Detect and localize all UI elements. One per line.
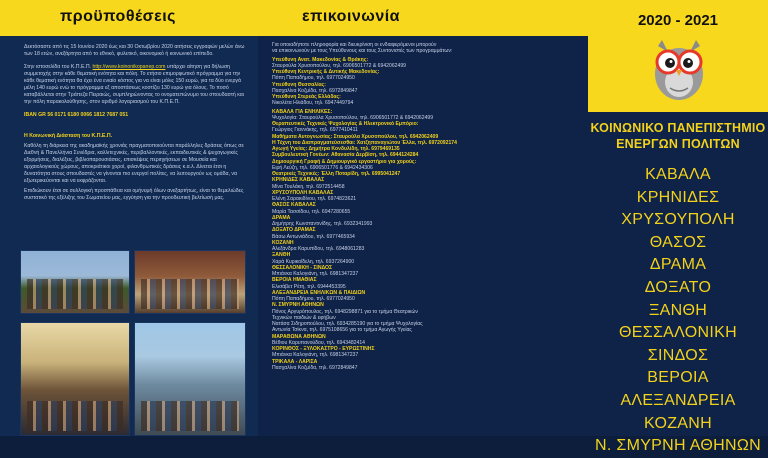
contact-line: Νικολέτα Ηλιάδου, τηλ. 6947449794 bbox=[272, 100, 354, 107]
contact-heading: Δημιουργική Γραφή & Δημιουργικό εργαστήριο για χορούς: bbox=[272, 158, 417, 165]
contact-line: Πόνος Αργυρόπουλος, τηλ. 6948298871 για το τμήμα Θεατρικών bbox=[272, 308, 418, 315]
contact-line: Βέθιου Καρυπανούδου, τηλ. 6943482414 bbox=[272, 339, 366, 346]
contact-line: Μπιάνκα Καλογιάνη, τηλ. 6981347237 bbox=[272, 271, 359, 277]
collective-effort-paragraph: Επιδιώκουν έτσι σε συλλογική προσπάθεια και ομήνυμή όλων ανεξαρτήτως, είναι το θεμελιώδες συστατικό της εξέλιξης του Σωματείου μας, εγγύηση για την προοδευτική βελτίωσή μας. bbox=[24, 188, 244, 201]
enrollment-paragraph: Δεκτόσαστε από τις 15 Ιουνίου 2020 έως και 30 Οκτωβρίου 2020 αιτήσεις εγγραφών μελών άνω των 18 ετών, ανεξάρτητα από το εθνικό, φυλετικό, οικονομικό ή κοινωνικό επίπεδο. bbox=[24, 44, 245, 57]
city-name: ΔΟΞΑΤΟ bbox=[644, 278, 712, 296]
contact-heading: ΜΑΡΑΘΩΝΑ ΑΘΗΝΩΝ bbox=[272, 333, 326, 340]
contact-heading: Θεραπευτικές Τεχνικές Ψυχολογίας & Ηλεκτρονικό Εμπόριο: bbox=[272, 121, 419, 127]
contact-line: να επικοινωνούν με τους Υπεύθυνους και τους Συντονιστές των προγραμμάτων: bbox=[272, 48, 453, 55]
excursion-group-photo bbox=[134, 322, 246, 436]
city-name: ΘΑΣΟΣ bbox=[649, 233, 707, 251]
contact-heading: Υπεύθυνη Θεσσαλίας: bbox=[272, 81, 326, 88]
website-link[interactable]: http://www.koinonikopanep.com bbox=[92, 64, 166, 70]
castle-group-photo bbox=[20, 250, 130, 314]
contact-line: Χαρά Κυρικοΐδελη, τηλ. 6937264900 bbox=[272, 258, 355, 265]
city-name: ΔΡΑΜΑ bbox=[649, 256, 707, 274]
requirements-heading: προϋποθέσεις bbox=[60, 8, 176, 25]
contact-line: Δημήτρης Κωνσταντινίδης, τηλ. 6932341993 bbox=[272, 221, 373, 227]
contact-line: Πόπη Παπαδήμου, τηλ. 6977024950 bbox=[272, 75, 355, 82]
university-name-line2: ΕΝΕΡΓΩΝ ΠΟΛΙΤΩΝ bbox=[616, 137, 740, 151]
city-name: ΘΕΣΣΑΛΟΝΙΚΗ bbox=[619, 324, 737, 342]
contact-heading: ΒΕΡΟΙΑ ΗΜΑΘΙΑΣ bbox=[272, 277, 317, 284]
contact-heading: ΘΕΣΣΑΛΟΝΙΚΗ - ΣΙΝΔΟΣ bbox=[272, 264, 333, 271]
contact-heading: ΔΡΑΜΑ bbox=[272, 214, 291, 221]
contact-line: Μαρία Τασσίδου, τηλ. 6947280655 bbox=[272, 208, 351, 215]
contact-heading: επικοινωνία bbox=[302, 8, 400, 25]
contact-heading: ΑΛΕΞΑΝΔΡΕΙΑ ΕΝΗΛΙΚΩΝ & ΠΑΙΔΙΩΝ bbox=[272, 289, 366, 296]
contact-heading: Υπεύθυνη Κεντρικής & Δυτικής Μακεδονίας: bbox=[272, 69, 380, 75]
contacts-column bbox=[258, 36, 588, 436]
contact-line: Πασχαλίνα Κοζμίδα, τηλ. 6972849847 bbox=[272, 364, 358, 371]
contact-heading: ΞΑΝΘΗ bbox=[272, 252, 291, 259]
contact-heading: ΚΟΡΙΝΘΟΣ - ΞΥΛΟΚΑΣΤΡΟ - ΕΥΡΩΣΤΙΝΗΣ bbox=[272, 346, 375, 352]
contact-list bbox=[272, 42, 578, 371]
contact-heading: Μαθήματα Αυτογνωσίας: Σταυρούλα Χρυσοπούλου, τηλ. 6942062409 bbox=[272, 133, 439, 140]
outdoor-group-photo bbox=[20, 322, 130, 436]
contact-heading: ΘΑΣΟΣ ΚΑΒΑΛΑΣ bbox=[272, 202, 316, 209]
city-name: ΞΑΝΘΗ bbox=[648, 301, 708, 319]
contact-line: Βάσω Αντωνιάδου, τηλ. 6977465934 bbox=[272, 233, 355, 240]
contact-heading: Θεατρικές Τεχνικές: Έλλη Ποταρίδη, τηλ. 6995041247 bbox=[272, 171, 401, 177]
contact-line: Γεώργιος Γιαννάκης, τηλ. 6977410411 bbox=[272, 127, 358, 134]
city-name: ΚΟΖΑΝΗ bbox=[644, 414, 712, 432]
social-dimension-heading: Η Κοινωνική Διάσταση του Κ.Π.Ε.Π. bbox=[24, 133, 113, 139]
city-name: Ν. ΣΜΥΡΝΗ ΑΘΗΝΩΝ bbox=[595, 437, 761, 455]
iban-text: IBAN GR 56 0171 6180 0066 1812 7687 051 bbox=[24, 112, 129, 118]
indoor-group-photo bbox=[134, 250, 246, 314]
contact-heading: Συμβουλευτική Γονέων: Αθανασία Δερβίση, τηλ. 6944124284 bbox=[272, 152, 419, 159]
contact-heading: ΔΟΞΑΤΟ ΔΡΑΜΑΣ bbox=[272, 227, 316, 234]
contact-heading: Η Τέχνη του Διαπραγματεύσεσθαι: Χατζηπαναγιώτου Έλλα, τηλ. 6972092174 bbox=[272, 139, 457, 146]
contact-line: Αντωνία Τσίκνα, τηλ. 6975108656 για το τμήμα Αγωγής Υγείας bbox=[272, 327, 412, 334]
university-name-line1: ΚΟΙΝΩΝΙΚΟ ΠΑΝΕΠΙΣΤΗΜΙΟ bbox=[590, 121, 766, 135]
contact-line: Νατάσα Σιδηροπούλου, τηλ. 6934285190 για το τμήμα Ψυχολογίας bbox=[272, 321, 423, 327]
contact-line: Μπιάνκα Καλογιάνη, τηλ. 6981347237 bbox=[272, 352, 359, 359]
contact-line: Για οποιαδήποτε πληροφορία και διευκρίνιση οι ενδιαφερόμενοι μπορούν bbox=[272, 42, 437, 48]
contact-line: Τεχνικών παιδιών & εφήβων bbox=[272, 314, 336, 321]
fee-text: υπάρχει αίτηση για δήλωση συμμετοχής στην κάθε θεματική ενότητα και πόλη. Το ετήσιο επιμορφωτικό πρόγραμμα για την κάθε θεματική ενότητα θα έχει ένα ενιαίο κόστος για να είναι μόλις 150 ευρώ, για τα δύο ενεργά μέλη 140 ευρώ ενώ το πρόγραμμα εξ αποστάσεως κοστίζει 130 ευρώ για όλους. Το ποσό καταβάλλεται στην Τράπεζα Πειραιώς, συμπληρώνοντας το ονοματεπώνυμο του σπουδαστή και την πόλη παρακολούθησης, στον αριθμό λογαριασμού του Κ.Π.Ε.Π. bbox=[24, 64, 244, 105]
city-name: ΧΡΥΣΟΥΠΟΛΗ bbox=[621, 211, 735, 229]
city-name: ΑΛΕΞΑΝΔΡΕΙΑ bbox=[620, 391, 736, 409]
cover-yellow-block bbox=[588, 0, 768, 112]
contact-heading: Ν. ΣΜΥΡΝΗ ΑΘΗΝΩΝ bbox=[272, 302, 324, 309]
city-name: ΚΑΒΑΛΑ bbox=[645, 166, 711, 183]
contact-heading: ΧΡΥΣΟΥΠΟΛΗ ΚΑΒΑΛΑΣ bbox=[272, 189, 334, 196]
city-name: ΒΕΡΟΙΑ bbox=[647, 369, 709, 387]
contact-line: Ελισάβετ Ρέτη, τηλ. 6944453395 bbox=[272, 283, 346, 290]
academic-year: 2020 - 2021 bbox=[637, 12, 719, 29]
contact-heading: ΤΡΙΚΑΛΑ - ΛΑΡΙΣΑ bbox=[272, 358, 318, 365]
contact-line: Αλεξάνδρα Καρυπίδου, τηλ. 6948061283 bbox=[272, 246, 365, 252]
city-name: ΚΡΗΝΙΔΕΣ bbox=[636, 188, 720, 206]
fee-paragraph bbox=[24, 64, 250, 106]
contact-line: Πασχαλίνα Κοζμίδα, τηλ. 6972849847 bbox=[272, 87, 358, 94]
contact-line: Πόπη Παπαδήμου, τηλ. 6977024950 bbox=[272, 296, 355, 302]
cover-column bbox=[588, 0, 768, 455]
contact-heading: Υπεύθυνη Στερεάς Ελλάδας: bbox=[272, 94, 341, 100]
contact-line: Σταυρούλα Χρυσοπούλου, τηλ. 6906501772 & 6942062499 bbox=[272, 62, 406, 69]
contact-heading: ΚΑΒΑΛΑ ΓΙΑ ΕΝΗΛΙΚΕΣ: bbox=[272, 108, 333, 115]
photo-collage bbox=[20, 250, 246, 436]
contact-line: Ειρή Λεύζη, τηλ. 6906501776 & 6942434306 bbox=[272, 164, 373, 171]
contact-heading: Υπεύθυνη Ανατ. Μακεδονίας & Θράκης: bbox=[272, 56, 369, 63]
contact-heading: ΚΟΖΑΝΗ bbox=[272, 239, 294, 246]
contact-line: Ψυχολογία: Σταυρούλα Χρυσοπούλου, τηλ. 6906501772 & 6942062499 bbox=[272, 114, 434, 121]
contact-line: Ελένη Σαρακιδίνου, τηλ. 6974823621 bbox=[272, 196, 357, 202]
contact-heading: Αγωγή Υγείας: Δημήτρα Κονδυλίδη, τηλ. 6979469135 bbox=[272, 146, 400, 152]
city-list bbox=[588, 164, 768, 458]
social-dimension-paragraph: Καθόλη τη διάρκεια της ακαδημαϊκής χρονιάς πραγματοποιούνται παράλληλες δράσεις όπως σε Διεθνή & Πανελλήνια Συνέδρια, καλλιτεχνικές, περιβαλλοντικές, εκπαιδευτικές & ψυχαγωγικές εξορμήσεις, διαλέξεις, βιβλιοπαρουσιάσεις, επισκέψεις περιηγήσεων σε Μουσεία και αρχαιολογικούς χώρους, αποκριάτικοι χοροί, φιλανθρωπικές δράσεις κ.α.λ. Δίνεται έτσι η δυνατότητα στους σπουδαστές να γίνονται πιο ενεργοί πολίτες, να λειτουργούν ως ομάδα, να εξωτερικεύονται και να εκφράζονται. bbox=[24, 143, 244, 184]
website-intro-text: Στην ιστοσελίδα του Κ.Π.Ε.Π. bbox=[24, 64, 92, 70]
contact-heading: ΚΡΗΝΙΔΕΣ ΚΑΒΑΛΑΣ bbox=[272, 177, 325, 184]
city-name: ΣΙΝΔΟΣ bbox=[647, 346, 709, 364]
contact-line: Μίνα Τουλάκη, τηλ. 6972514458 bbox=[272, 183, 345, 190]
owl-mascot-icon bbox=[650, 38, 708, 102]
